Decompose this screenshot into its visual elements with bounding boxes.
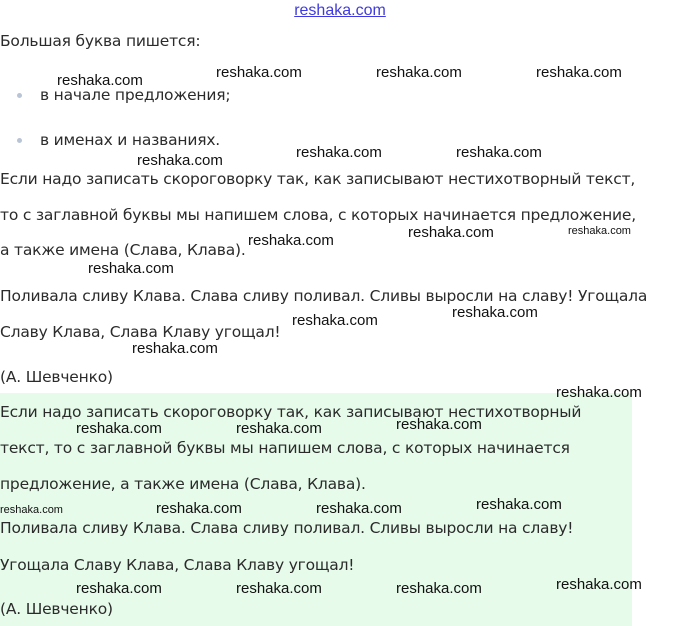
author-line: (А. Шевченко) xyxy=(0,368,113,386)
bullet-dot xyxy=(17,93,22,98)
watermark: reshaka.com xyxy=(248,232,334,249)
watermark: reshaka.com xyxy=(132,340,218,357)
watermark: reshaka.com xyxy=(0,504,63,516)
watermark: reshaka.com xyxy=(316,500,402,517)
answer-line: текст, то с заглавной буквы мы напишем слова, с которых начинается xyxy=(0,439,570,457)
tongue-twister-line: Поливала сливу Клава. Слава сливу поливал. Сливы выросли на славу! Угощала xyxy=(0,287,648,305)
watermark: reshaka.com xyxy=(236,420,322,437)
watermark: reshaka.com xyxy=(408,224,494,241)
watermark: reshaka.com xyxy=(556,576,642,593)
watermark: reshaka.com xyxy=(76,420,162,437)
answer-line: (А. Шевченко) xyxy=(0,600,113,618)
answer-line: Поливала сливу Клава. Слава сливу поливал. Сливы выросли на славу! xyxy=(0,519,574,537)
watermark: reshaka.com xyxy=(568,225,631,237)
explanation-line: Если надо записать скороговорку так, как записывают нестихотворный текст, xyxy=(0,170,636,188)
bullet-dot xyxy=(17,138,22,143)
answer-line: Если надо записать скороговорку так, как записывают нестихотворный xyxy=(0,403,582,421)
answer-line: предложение, а также имена (Слава, Клава). xyxy=(0,475,366,493)
watermark: reshaka.com xyxy=(376,64,462,81)
explanation-line: а также имена (Слава, Клава). xyxy=(0,241,246,259)
watermark: reshaka.com xyxy=(452,304,538,321)
answer-line: Угощала Славу Клава, Слава Клаву угощал! xyxy=(0,556,355,574)
intro-text: Большая буква пишется: xyxy=(0,32,201,50)
watermark: reshaka.com xyxy=(536,64,622,81)
explanation-line: то с заглавной буквы мы напишем слова, с которых начинается предложение, xyxy=(0,206,636,224)
watermark: reshaka.com xyxy=(296,144,382,161)
list-item: в начале предложения; xyxy=(40,86,231,104)
watermark: reshaka.com xyxy=(396,416,482,433)
site-header-link[interactable]: reshaka.com xyxy=(294,2,386,19)
watermark: reshaka.com xyxy=(76,580,162,597)
list-item: в именах и названиях. xyxy=(40,131,221,149)
watermark: reshaka.com xyxy=(396,580,482,597)
watermark: reshaka.com xyxy=(456,144,542,161)
watermark: reshaka.com xyxy=(216,64,302,81)
watermark: reshaka.com xyxy=(476,496,562,513)
watermark: reshaka.com xyxy=(57,72,143,89)
watermark: reshaka.com xyxy=(88,260,174,277)
tongue-twister-line: Славу Клава, Слава Клаву угощал! xyxy=(0,323,281,341)
watermark: reshaka.com xyxy=(556,384,642,401)
watermark: reshaka.com xyxy=(236,580,322,597)
watermark: reshaka.com xyxy=(137,152,223,169)
watermark: reshaka.com xyxy=(292,312,378,329)
watermark: reshaka.com xyxy=(156,500,242,517)
